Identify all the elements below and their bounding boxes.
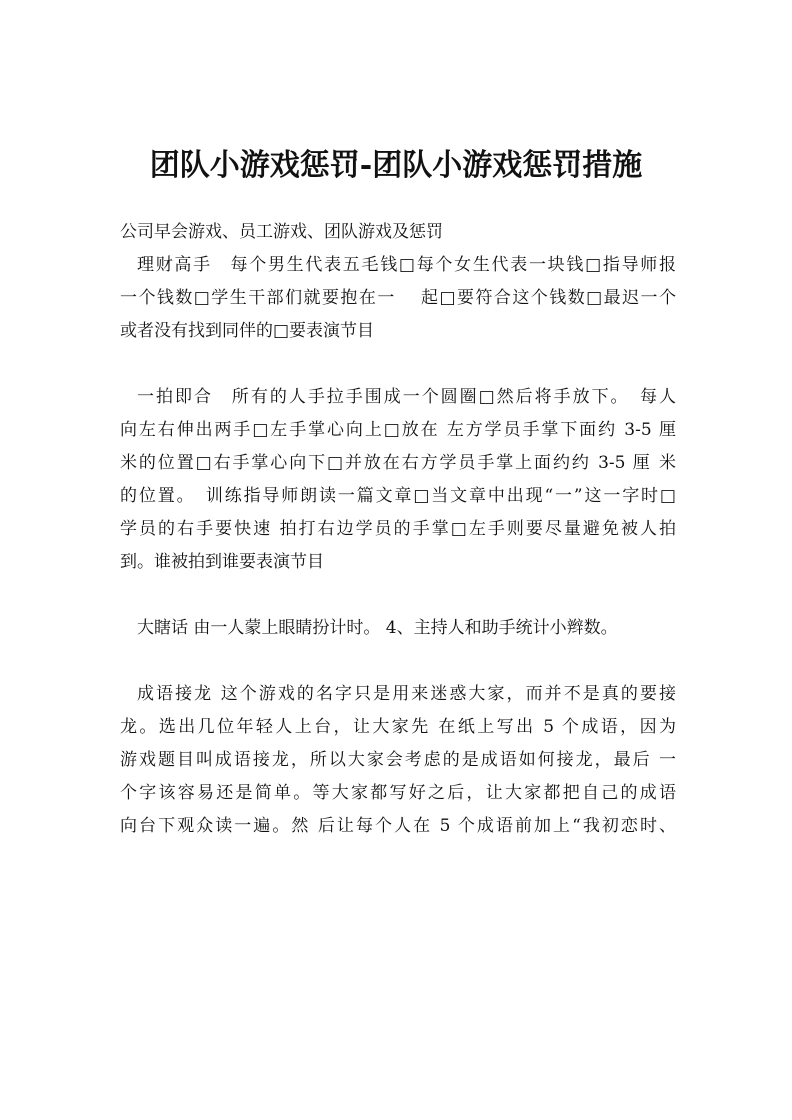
paragraph-line: 学员的右手要快速 拍打右边学员的手掌□左手则要尽量避免被人拍	[120, 519, 676, 539]
paragraph-gap	[120, 348, 676, 381]
paragraph-line: 成语接龙 这个游戏的名字只是用来迷惑大家，而并不是真的要接	[137, 684, 676, 704]
paragraph-line: 大瞎话 由一人蒙上眼睛扮计时。 4、主持人和助手统计小辫数。	[137, 618, 618, 638]
section-heading: 公司早会游戏、员工游戏、团队游戏及惩罚	[120, 222, 443, 242]
document-title: 团队小游戏惩罚-团队小游戏惩罚措施	[149, 148, 643, 183]
paragraph-line: 游戏题目叫成语接龙，所以大家会考虑的是成语如何接龙，最后 一	[120, 750, 676, 770]
paragraph-line: 一拍即合 所有的人手拉手围成一个圆圈□然后将手放下。 每人	[137, 387, 676, 407]
paragraph-line: 到。谁被拍到谁要表演节目	[120, 552, 324, 572]
paragraph-line: 的位置。 训练指导师朗读一篇文章□当文章中出现“一”这一字时□	[120, 486, 676, 506]
paragraph-line: 或者没有找到同伴的□要表演节目	[120, 321, 375, 341]
paragraph-line: 理财高手 每个男生代表五毛钱□每个女生代表一块钱□指导师报	[137, 255, 676, 275]
paragraph-line: 向左右伸出两手□左手掌心向上□放在 左方学员手掌下面约 3-5 厘	[120, 420, 676, 440]
document-body	[120, 216, 676, 843]
paragraph-gap	[120, 579, 676, 612]
paragraph-gap	[120, 645, 676, 678]
paragraph-line: 龙。选出几位年轻人上台，让大家先 在纸上写出 5 个成语，因为	[120, 717, 676, 737]
paragraph-line: 米的位置□右手掌心向下□并放在右方学员手掌上面约约 3-5 厘 米	[120, 453, 676, 473]
paragraph-line: 向台下观众读一遍。然 后让每个人在 5 个成语前加上“我初恋时、	[120, 816, 676, 836]
paragraph-line: 个字该容易还是简单。等大家都写好之后，让大家都把自己的成语	[120, 783, 676, 803]
paragraph-line: 一个钱数□学生干部们就要抱在一 起□要符合这个钱数□最迟一个	[120, 288, 676, 308]
